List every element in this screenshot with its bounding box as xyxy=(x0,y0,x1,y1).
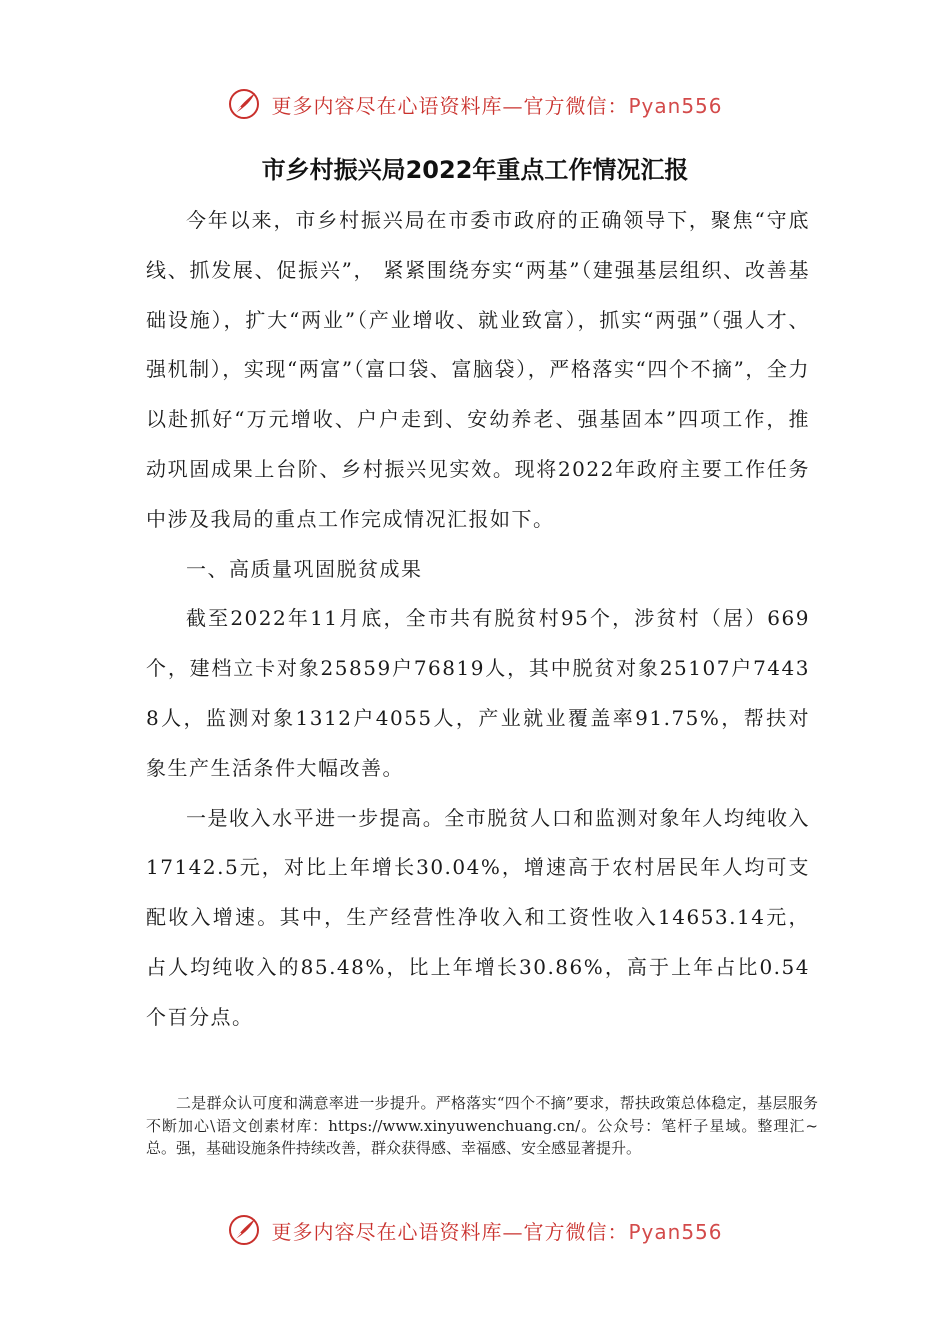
section-heading: 一、高质量巩固脱贫成果 xyxy=(186,556,423,581)
quill-pen-logo-icon xyxy=(227,87,261,121)
watermark-text: 更多内容尽在心语资料库—官方微信：Pyan556 xyxy=(271,1219,723,1244)
paragraph-overview: 截至2022年11月底，全市共有脱贫村95个，涉贫村（居）669个，建档立卡对象25859户76819人，其中脱贫对象25107户74438人，监测对象1312户4055人，产业就业覆盖率91.75%，帮扶对象生产生活条件大幅改善。 xyxy=(146,606,810,780)
page-title: 市乡村振兴局2022年重点工作情况汇报 xyxy=(261,156,689,184)
quill-pen-logo-icon xyxy=(227,1213,261,1247)
watermark-text: 更多内容尽在心语资料库—官方微信：Pyan556 xyxy=(271,93,723,118)
footer-watermark xyxy=(0,1208,950,1252)
paragraph-satisfaction-note: 二是群众认可度和满意率进一步提升。严格落实“四个不摘”要求，帮扶政策总体稳定，基层服务不断加心\语文创素材库：https://www.xinyuwenchuang.cn/。公众号：笔杆子星域。整理汇~总。强，基础设施条件持续改善，群众获得感、幸福感、安全感显著提升。 xyxy=(146,1094,818,1157)
paragraph-intro: 今年以来，市乡村振兴局在市委市政府的正确领导下，聚焦“守底线、抓发展、促振兴”， 紧紧围绕夯实“两基”（建强基层组织、改善基础设施），扩大“两业”（产业增收、就业致富），抓实“两强”（强人才、强机制），实现“两富”（富口袋、富脑袋），严格落实“四个不摘”，全力以赴抓好“万元增收、户户走到、安幼养老、强基固本”四项工作，推动巩固成果上台阶、乡村振兴见实效。现将2022年政府主要工作任务中涉及我局的重点工作完成情况汇报如下。 xyxy=(146,208,810,531)
document-body xyxy=(146,196,810,1043)
paragraph-income: 一是收入水平进一步提高。全市脱贫人口和监测对象年人均纯收入17142.5元，对比上年增长30.04%，增速高于农村居民年人均可支配收入增速。其中，生产经营性净收入和工资性收入14653.14元，占人均纯收入的85.48%，比上年增长30.86%，高于上年占比0.54个百分点。 xyxy=(146,805,810,1029)
header-watermark xyxy=(0,82,950,126)
